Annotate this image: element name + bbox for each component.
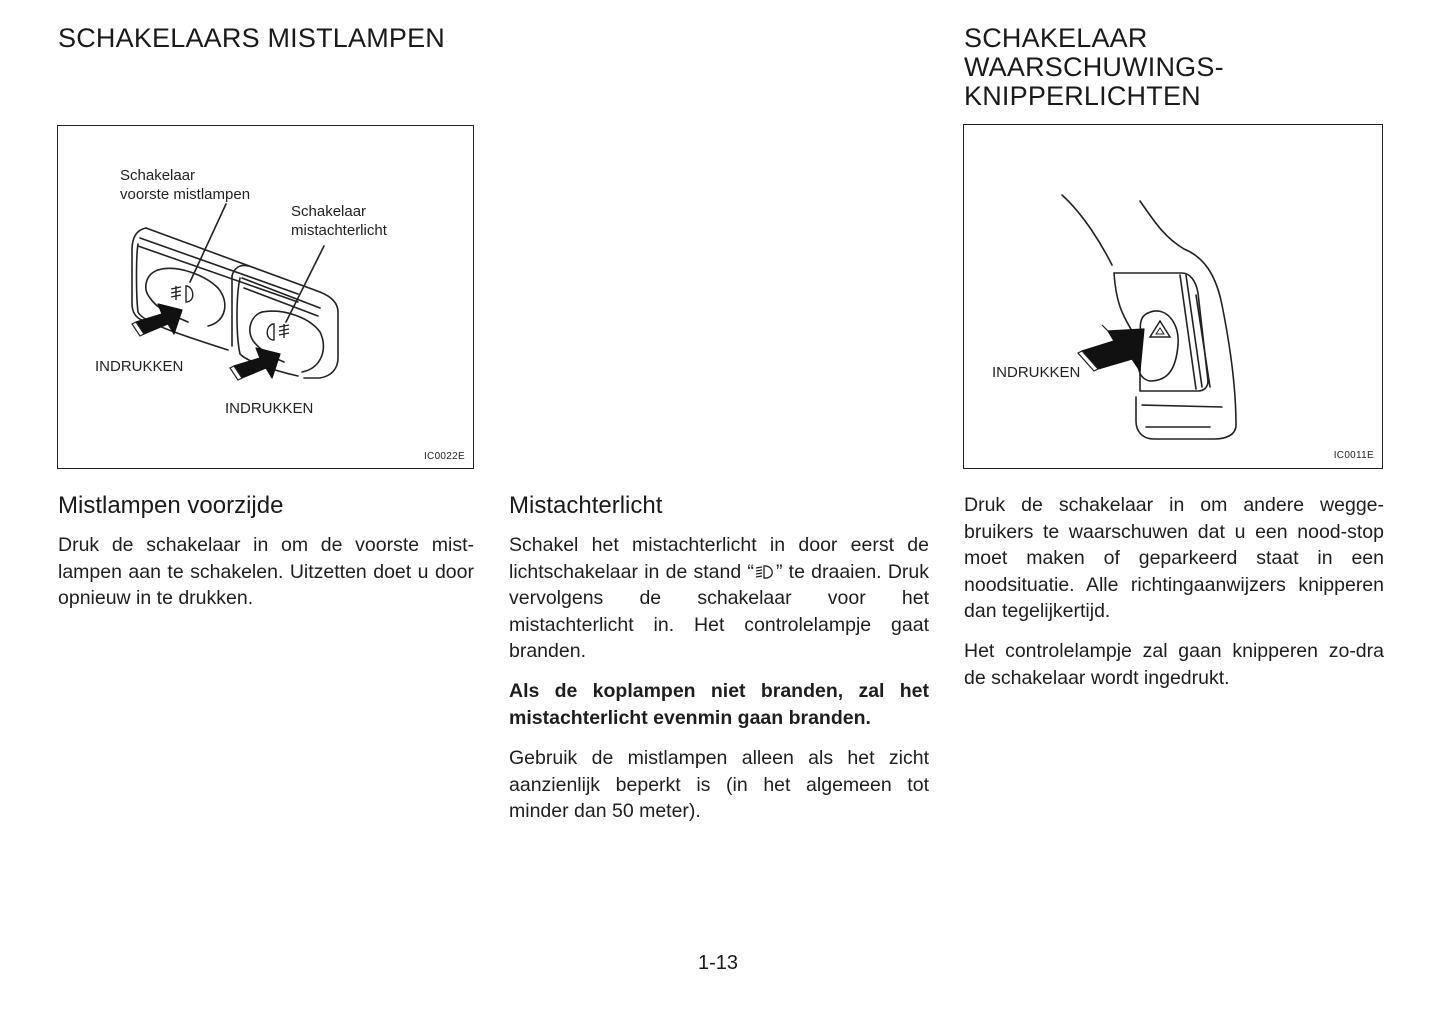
page-number: 1-13 xyxy=(698,952,739,974)
press-label-front: INDRUKKEN xyxy=(95,358,184,375)
label-rear-fog-switch xyxy=(291,202,387,240)
subheading-front-fog-lamps: Mistlampen voorzijde xyxy=(58,492,284,519)
section-title-hazard-switch xyxy=(964,24,1224,111)
text-segment: Schakel het mistachterlicht in door eerst de lichtschakelaar in de stand “ xyxy=(509,534,929,583)
paragraph-hazard-switch: Druk de schakelaar in om andere wegge-bruikers te waarschuwen dat u een nood-stop moet maken of geparkeerd staat in een noodsituatie. Alle richtingaanwijzers knipperen dan tegelijkertijd. xyxy=(964,494,1384,622)
headlamp-low-beam-icon xyxy=(754,561,776,577)
hazard-triangle-icon xyxy=(1150,321,1170,337)
title-line: WAARSCHUWINGS- xyxy=(964,52,1224,82)
paragraph-front-fog-lamps: Druk de schakelaar in om de voorste mist-lampen aan te schakelen. Uitzetten doet u door opnieuw in te drukken. xyxy=(58,534,474,609)
paragraph-fog-usage: Gebruik de mistlampen alleen als het zicht aanzienlijk beperkt is (in het algemeen tot minder dan 50 meter). xyxy=(509,747,929,822)
figure-fog-lamp-switches xyxy=(57,125,474,469)
press-label-hazard: INDRUKKEN xyxy=(992,364,1081,381)
press-label-rear: INDRUKKEN xyxy=(225,400,314,417)
figure-hazard-switch xyxy=(963,124,1383,469)
label-front-fog-switch xyxy=(120,166,250,204)
title-line: KNIPPERLICHTEN xyxy=(964,81,1201,111)
section-title-fog-lamp-switches: SCHAKELAARS MISTLAMPEN xyxy=(58,23,446,53)
title-line: SCHAKELAAR xyxy=(964,23,1148,53)
label-line: mistachterlicht xyxy=(291,222,387,239)
press-arrow-icon xyxy=(1078,325,1144,371)
label-line: Schakelaar xyxy=(291,203,367,220)
label-line: voorste mistlampen xyxy=(120,186,251,203)
hazard-switch-illustration xyxy=(964,125,1384,470)
paragraph-rear-fog-light xyxy=(509,532,929,665)
figure-code: IC0022E xyxy=(423,451,465,462)
warning-headlamps-required: Als de koplampen niet branden, zal het mistachterlicht evenmin gaan branden. xyxy=(509,680,929,729)
label-line: Schakelaar xyxy=(120,167,196,184)
text-segment: ” te draaien. Druk vervolgens de schakelaar voor het mistachterlicht in. Het controlelampje gaat branden. xyxy=(509,560,929,662)
subheading-rear-fog-light: Mistachterlicht xyxy=(509,492,663,519)
figure-code: IC0011E xyxy=(1333,450,1374,461)
paragraph-hazard-indicator: Het controlelampje zal gaan knipperen zo-dra de schakelaar wordt ingedrukt. xyxy=(964,640,1384,689)
